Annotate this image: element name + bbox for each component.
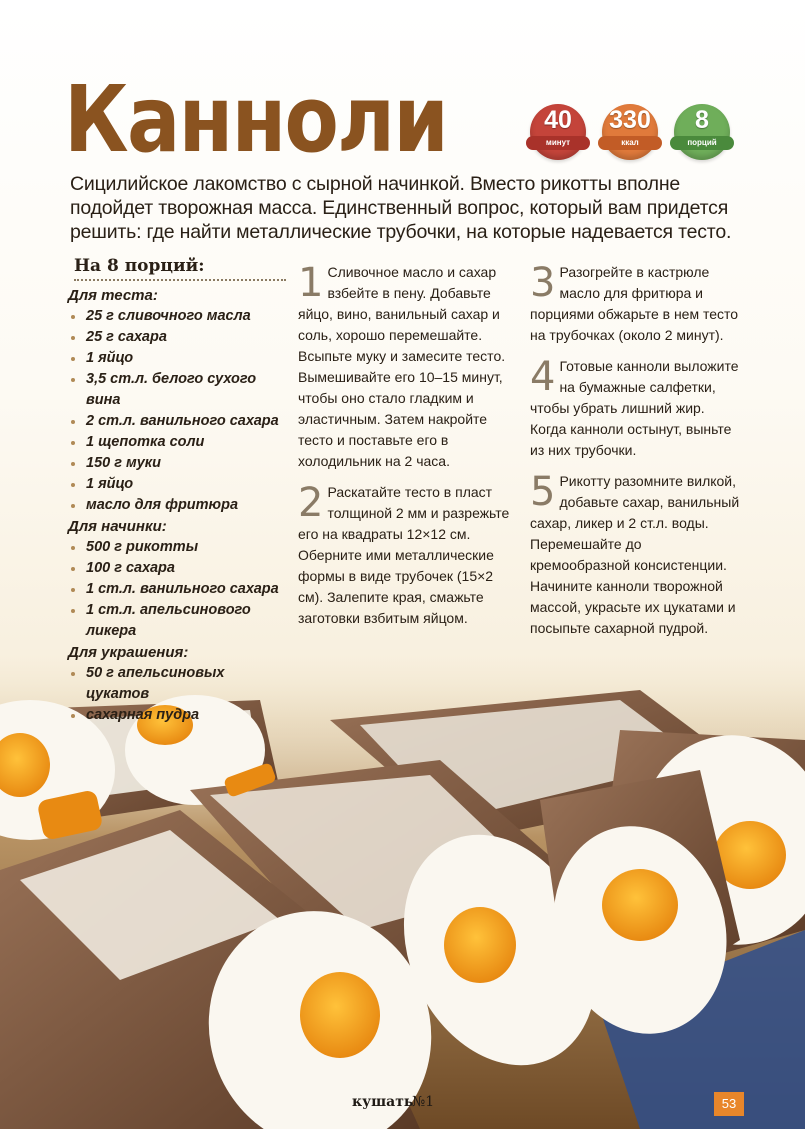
ingredient-item: 3,5 ст.л. белого сухого вина — [68, 369, 286, 411]
calories-label: ккал — [598, 136, 662, 150]
step-4 — [530, 356, 742, 461]
ingredient-item: 2 ст.л. ванильного сахара — [68, 411, 286, 432]
dough-group-title: Для теста: — [68, 287, 158, 304]
time-badge — [530, 104, 586, 160]
filling-group-title: Для начинки: — [68, 518, 167, 535]
page-number: 53 — [714, 1092, 744, 1116]
ingredient-item: 1 яйцо — [68, 348, 286, 369]
step-5 — [530, 471, 742, 639]
step-2 — [298, 482, 510, 629]
portions-value: 8 — [695, 106, 709, 134]
decoration-group-title: Для украшения: — [68, 644, 189, 661]
ingredient-item: 1 щепотка соли — [68, 432, 286, 453]
ingredient-item: 1 яйцо — [68, 474, 286, 495]
portions-label: порций — [670, 136, 734, 150]
step-number: 1 — [298, 260, 324, 306]
step-text: Сливочное масло и сахар взбейте в пену. Добавьте яйцо, вино, ванильный сахар и соль, хорошо перемешайте. Всыпьте муку и замесите тесто. Вымешивайте его 10–15 минут, чтобы оно стало гладким и эластичным. Затем накройте тесто и поставьте его в холодильник на 2 часа. — [298, 264, 506, 469]
step-number: 5 — [530, 469, 556, 515]
ingredient-item: 150 г муки — [68, 453, 286, 474]
ingredients-list — [68, 256, 286, 726]
ingredient-item: 50 г апельсиновых цукатов — [68, 663, 286, 705]
ingredient-item: 1 ст.л. апельсинового ликера — [68, 600, 286, 642]
ingredient-item: 500 г рикотты — [68, 537, 286, 558]
steps-column-1 — [298, 262, 510, 639]
step-number: 2 — [298, 480, 324, 526]
magazine-logo: кушать — [352, 1094, 414, 1110]
recipe-stats — [530, 104, 730, 160]
step-text: Разогрейте в кастрюле масло для фритюра и порциями обжарьте в нем тесто на трубочках (около 2 минут). — [530, 264, 739, 343]
time-value: 40 — [544, 106, 572, 134]
issue-number: №1 — [412, 1094, 435, 1110]
time-label: минут — [526, 136, 590, 150]
decoration-ingredients — [68, 663, 286, 726]
ingredient-item: 1 ст.л. ванильного сахара — [68, 579, 286, 600]
ingredient-item: 25 г сливочного масла — [68, 306, 286, 327]
step-text: Раскатайте тесто в пласт толщиной 2 мм и разрежьте его на квадраты 12×12 см. Оберните ими металлические формы в виде трубочек (15×2 см). Залепите края, смажьте заготовки взбитым яйцом. — [298, 484, 510, 626]
step-3 — [530, 262, 742, 346]
recipe-title: Канноли — [64, 66, 448, 173]
servings-heading: На 8 порций: — [74, 256, 286, 281]
portions-badge — [674, 104, 730, 160]
steps-column-2 — [530, 262, 742, 649]
step-number: 3 — [530, 260, 556, 306]
cannoli-photo — [0, 680, 805, 1129]
recipe-intro: Сицилийское лакомство с сырной начинкой. Вместо рикотты вполне подойдет творожная масса. Единственный вопрос, который вам придется решить: где найти металлические трубочки, на которые надевается тесто. — [70, 173, 732, 243]
ingredient-item: 100 г сахара — [68, 558, 286, 579]
calories-value: 330 — [609, 106, 651, 134]
filling-ingredients — [68, 537, 286, 642]
ingredient-item: сахарная пудра — [68, 705, 286, 726]
step-number: 4 — [530, 354, 556, 400]
calories-badge — [602, 104, 658, 160]
ingredient-item: масло для фритюра — [68, 495, 286, 516]
dough-ingredients — [68, 306, 286, 516]
step-1 — [298, 262, 510, 472]
step-text: Готовые канноли выложите на бумажные салфетки, чтобы убрать лишний жир. Когда канноли остынут, выньте из них трубочки. — [530, 358, 739, 458]
step-text: Рикотту разомните вилкой, добавьте сахар, ванильный сахар, ликер и 2 ст.л. воды. Перемешайте до кремообразной консистенции. Начините канноли творожной массой, украсьте их цукатами и посыпьте сахарной пудрой. — [530, 473, 740, 636]
ingredient-item: 25 г сахара — [68, 327, 286, 348]
